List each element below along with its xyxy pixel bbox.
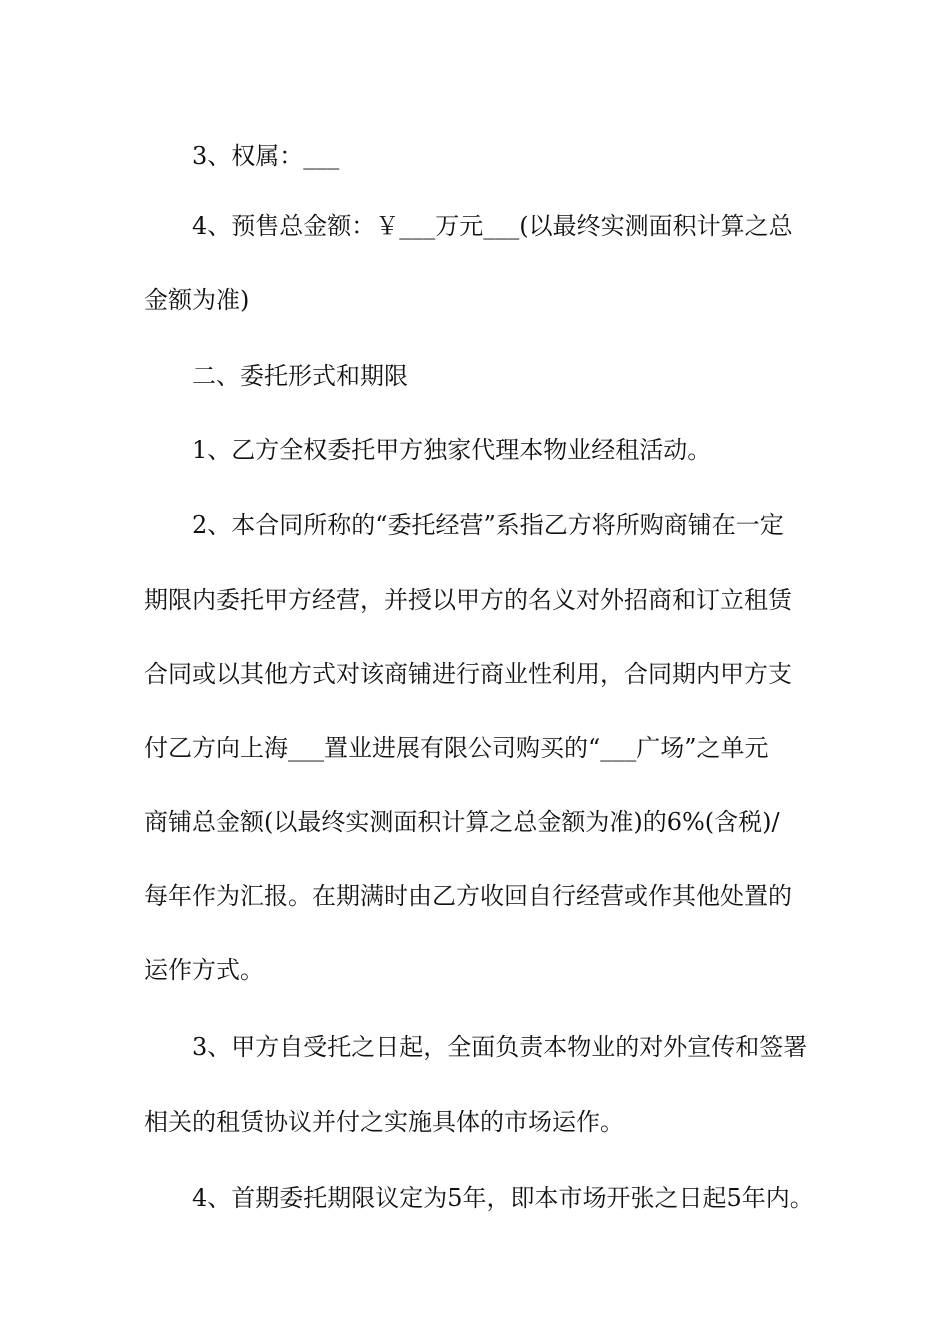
text-line: 相关的租赁协议并付之实施具体的市场运作。 bbox=[144, 1108, 624, 1136]
text-line: 4、预售总金额：￥___万元___(以最终实测面积计算之总 bbox=[192, 212, 793, 240]
text-line: 1、乙方全权委托甲方独家代理本物业经租活动。 bbox=[192, 436, 712, 464]
text-line: 3、权属：___ bbox=[192, 142, 340, 170]
text-line: 商铺总金额(以最终实测面积计算之总金额为准)的6%(含税)/ bbox=[144, 808, 780, 836]
text-line: 4、首期委托期限议定为5年，即本市场开张之日起5年内。 bbox=[192, 1184, 814, 1212]
text-line: 二、委托形式和期限 bbox=[192, 362, 408, 390]
text-line: 合同或以其他方式对该商铺进行商业性利用，合同期内甲方支 bbox=[144, 660, 792, 688]
text-line: 付乙方向上海___置业进展有限公司购买的“___广场”之单元 bbox=[144, 734, 769, 762]
text-line: 每年作为汇报。在期满时由乙方收回自行经营或作其他处置的 bbox=[144, 882, 792, 910]
text-line: 2、本合同所称的“委托经营”系指乙方将所购商铺在一定 bbox=[192, 511, 784, 539]
text-line: 期限内委托甲方经营，并授以甲方的名义对外招商和订立租赁 bbox=[144, 586, 792, 614]
text-line: 运作方式。 bbox=[144, 956, 264, 984]
text-line: 金额为准) bbox=[144, 286, 250, 314]
text-line: 3、甲方自受托之日起，全面负责本物业的对外宣传和签署 bbox=[192, 1033, 808, 1061]
